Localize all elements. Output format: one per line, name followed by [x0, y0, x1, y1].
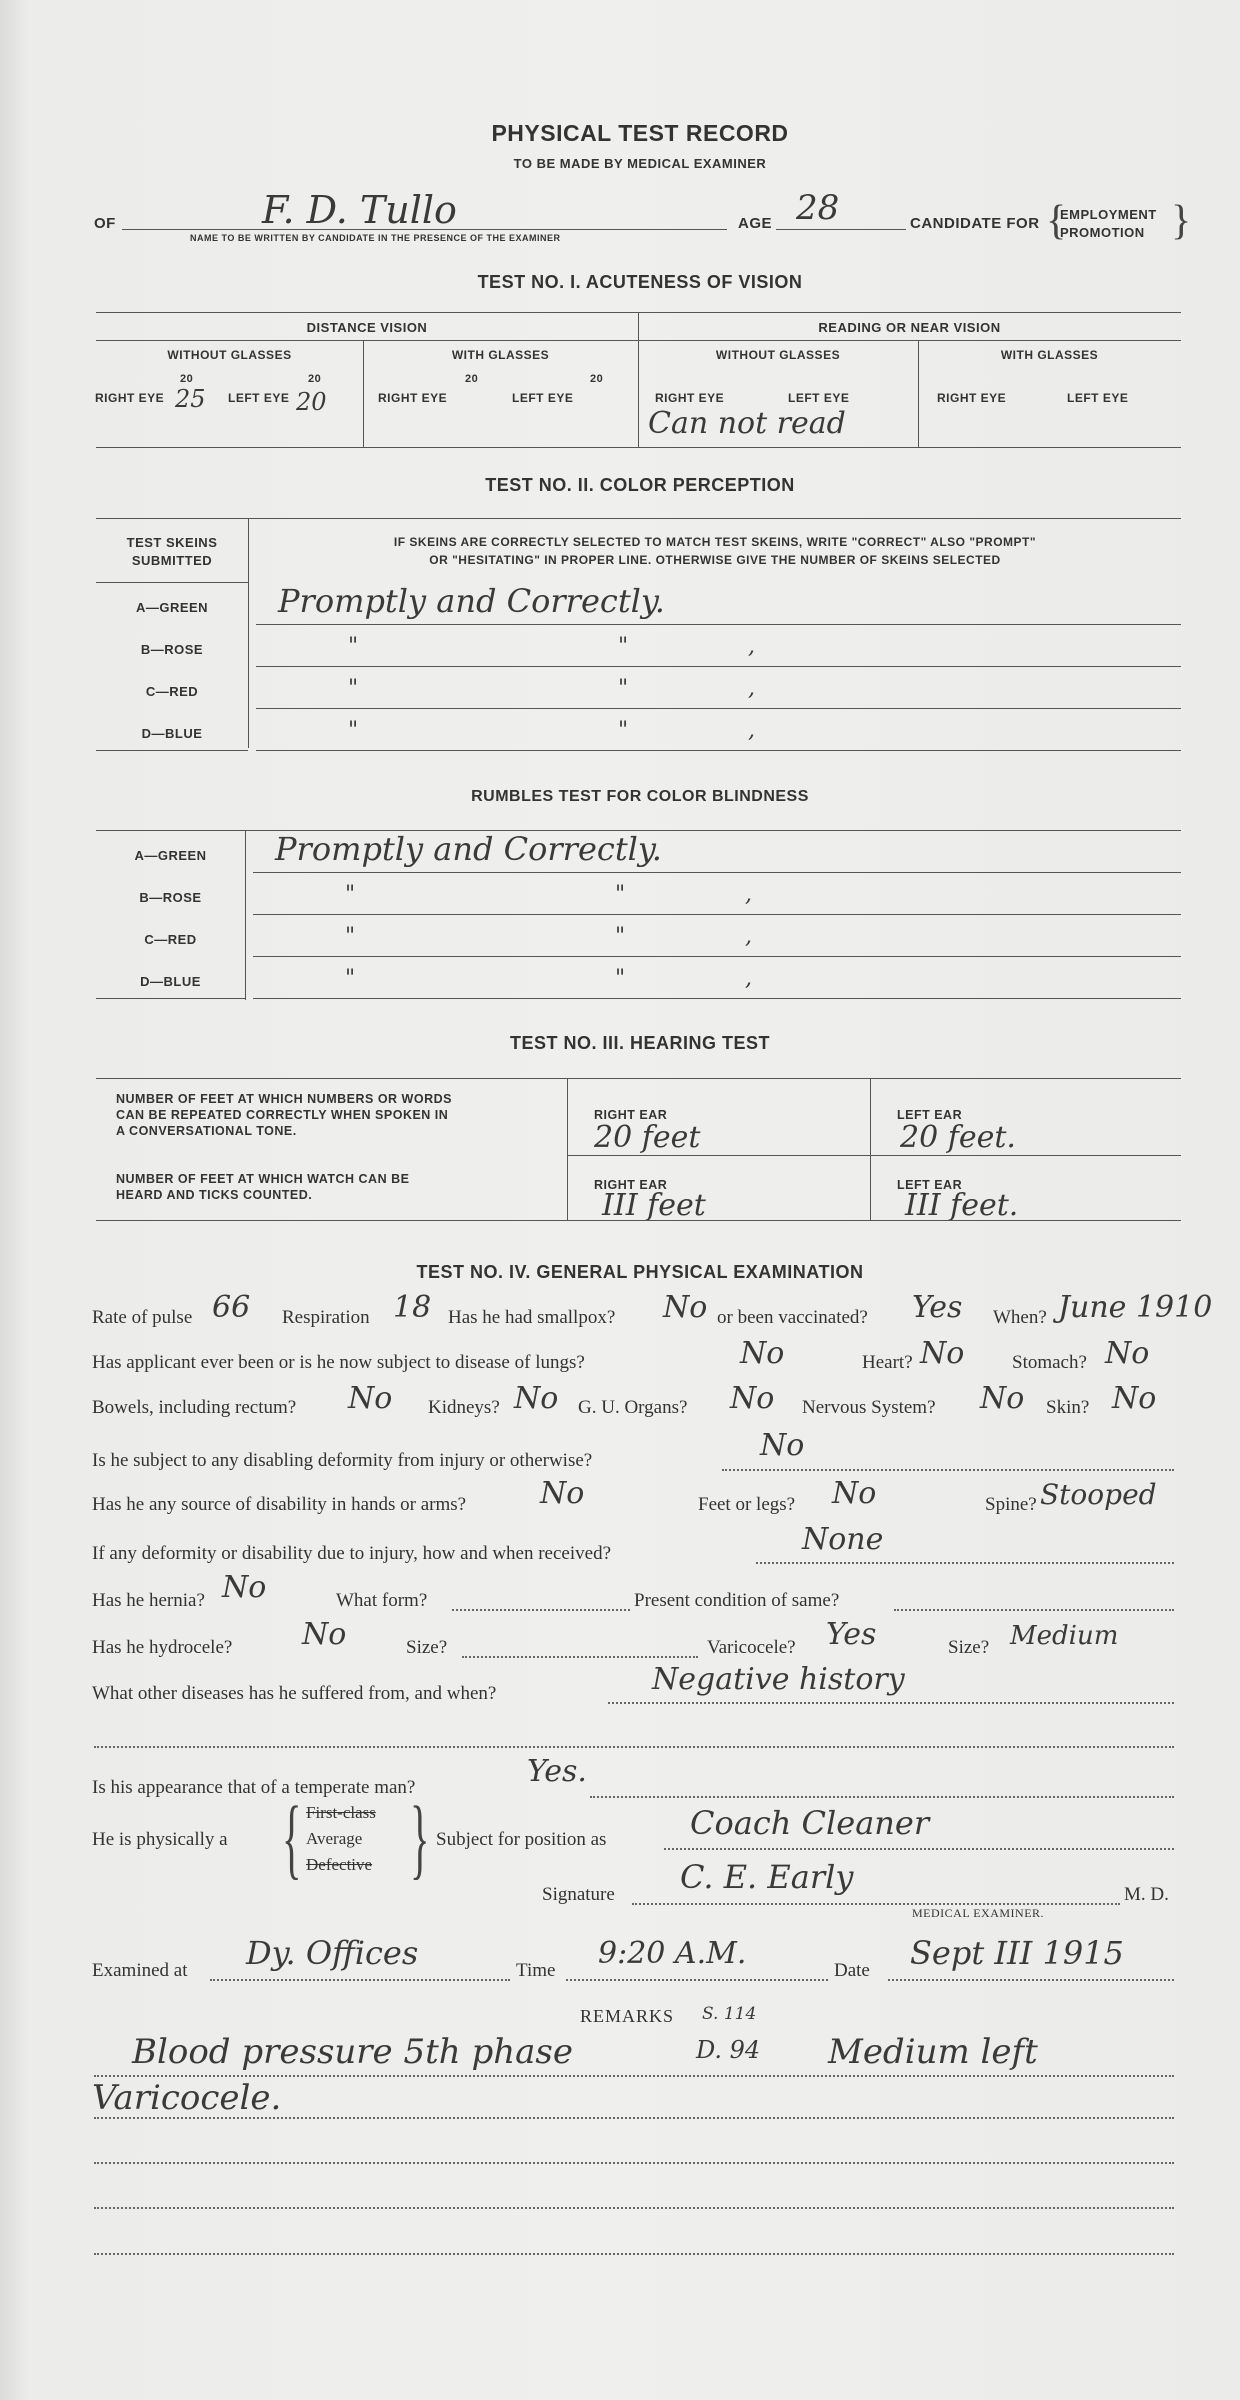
- remarks-dots-5: [94, 2253, 1174, 2255]
- injury-value: None: [802, 1522, 884, 1557]
- dist-wo-left-eye: LEFT EYE: [228, 391, 290, 405]
- kidneys-label: Kidneys?: [428, 1397, 500, 1418]
- age-label: AGE: [738, 215, 773, 232]
- rumbles-row-ditto: ,: [745, 924, 752, 949]
- of-label: OF: [94, 215, 116, 232]
- signature-value: C. E. Early: [680, 1858, 854, 1896]
- other-diseases-value: Negative history: [652, 1662, 905, 1697]
- rumbles-col-divider: [245, 830, 246, 1000]
- lungs-value: No: [740, 1336, 785, 1371]
- when-value: June 1910: [1058, 1290, 1213, 1325]
- name-note: NAME TO BE WRITTEN BY CANDIDATE IN THE PRESENCE OF THE EXAMINER: [190, 233, 561, 243]
- vaccinated-label: or been vaccinated?: [717, 1307, 868, 1328]
- remarks-dots-4: [94, 2207, 1174, 2209]
- signature-dots: [632, 1903, 1120, 1905]
- heart-value: No: [920, 1336, 965, 1371]
- rumbles-row-ditto: ": [615, 966, 626, 991]
- rumbles-row-label: D—BLUE: [140, 974, 201, 989]
- color-row-ditto: ,: [748, 718, 755, 743]
- subject-position-label: Subject for position as: [436, 1829, 607, 1850]
- rumbles-row-ditto: ,: [745, 882, 752, 907]
- phys-brace-right: }: [410, 1789, 430, 1888]
- color-row-label: B—ROSE: [140, 642, 204, 657]
- feet-legs-label: Feet or legs?: [698, 1494, 796, 1515]
- stomach-value: No: [1105, 1336, 1150, 1371]
- distance-vision-label: DISTANCE VISION: [306, 320, 428, 335]
- hearing-q1-l3: A CONVERSATIONAL TONE.: [116, 1124, 297, 1138]
- injury-label: If any deformity or disability due to injury, how and when received?: [92, 1543, 612, 1564]
- temperate-dots: [590, 1796, 1174, 1798]
- nervous-value: No: [980, 1381, 1025, 1416]
- deformity-label: Is he subject to any disabling deformity from injury or otherwise?: [92, 1450, 593, 1471]
- hydrocele-value: No: [302, 1617, 347, 1652]
- respiration-value: 18: [393, 1290, 432, 1325]
- dist-without-label: WITHOUT GLASSES: [167, 348, 292, 362]
- candidate-for-label: CANDIDATE FOR: [910, 215, 1040, 232]
- dist-wo-right-value: 25: [175, 385, 206, 413]
- dist-wo-left-20: 20: [308, 373, 322, 385]
- remarks-title: REMARKS: [580, 2006, 675, 2026]
- time-dots: [566, 1979, 828, 1981]
- near-w-right-eye: RIGHT EYE: [937, 391, 1007, 405]
- date-label: Date: [834, 1960, 870, 1981]
- varicocele-size-label: Size?: [948, 1637, 990, 1658]
- color-row-label: A—GREEN: [135, 600, 209, 615]
- rumbles-row-rule: [253, 956, 1181, 957]
- hydrocele-size-dots: [462, 1656, 698, 1658]
- hernia-form-label: What form?: [336, 1590, 428, 1611]
- other-diseases-label: What other diseases has he suffered from, and when?: [92, 1683, 497, 1704]
- phys-average: Average: [306, 1829, 363, 1848]
- brace-right: }: [1171, 198, 1192, 244]
- rumbles-title: RUMBLES TEST FOR COLOR BLINDNESS: [471, 788, 809, 805]
- remarks-dots-1: [94, 2075, 1174, 2077]
- temperate-label: Is his appearance that of a temperate man?: [92, 1777, 416, 1798]
- rumbles-row-label: B—ROSE: [139, 890, 202, 905]
- color-row-ditto: ": [618, 718, 629, 743]
- medical-examiner-label: MEDICAL EXAMINER.: [912, 1906, 1045, 1920]
- dist-wo-right-20: 20: [180, 373, 194, 385]
- dist-w-left-20: 20: [590, 373, 604, 385]
- respiration-label: Respiration: [282, 1307, 370, 1328]
- kidneys-value: No: [514, 1381, 559, 1416]
- remarks-bp-s: S. 114: [702, 2004, 757, 2024]
- hearing-l2: III feet.: [905, 1188, 1019, 1223]
- other-diseases-dots-2: [94, 1746, 1174, 1748]
- near-wo-value: Can not read: [648, 406, 846, 441]
- color-instr-2: OR "HESITATING" IN PROPER LINE. OTHERWISE GIVE THE NUMBER OF SKEINS SELECTED: [429, 553, 1001, 567]
- hydrocele-size-label: Size?: [406, 1637, 448, 1658]
- hearing-right-ear-2: RIGHT EAR: [594, 1178, 668, 1192]
- dist-wo-left-value: 20: [296, 388, 327, 416]
- candidate-employment: EMPLOYMENT: [1060, 207, 1157, 222]
- when-label: When?: [993, 1307, 1047, 1328]
- remarks-bp-d: D. 94: [696, 2036, 761, 2064]
- rumbles-row-ditto: ": [615, 924, 626, 949]
- position-dots: [664, 1848, 1174, 1850]
- bowels-label: Bowels, including rectum?: [92, 1397, 297, 1418]
- feet-legs-value: No: [832, 1476, 877, 1511]
- color-row-label: D—BLUE: [141, 726, 203, 741]
- remarks-line-2: Varicocele.: [92, 2078, 282, 2118]
- other-diseases-dots: [608, 1702, 1174, 1704]
- deformity-value: No: [760, 1428, 805, 1463]
- vision-mid-rule: [96, 340, 1181, 341]
- spine-label: Spine?: [985, 1494, 1037, 1515]
- vision-divider-main: [638, 312, 639, 447]
- hearing-r1: 20 feet: [594, 1120, 701, 1155]
- brace-left: {: [1046, 198, 1067, 244]
- form-subtitle: TO BE MADE BY MEDICAL EXAMINER: [513, 156, 767, 171]
- bowels-value: No: [348, 1381, 393, 1416]
- color-row-ditto: ": [348, 634, 359, 659]
- rumbles-row-answer: Promptly and Correctly.: [275, 830, 662, 868]
- time-value: 9:20 A.M.: [598, 1936, 747, 1971]
- color-row-label: C—RED: [145, 684, 199, 699]
- dist-wo-right-eye: RIGHT EYE: [95, 391, 165, 405]
- rumbles-row-label: A—GREEN: [134, 848, 207, 863]
- near-with-label: WITH GLASSES: [1000, 348, 1099, 362]
- candidate-name: F. D. Tullo: [262, 188, 457, 232]
- rumbles-row-rule: [253, 998, 1181, 999]
- hernia-form-dots: [452, 1609, 630, 1611]
- varicocele-value: Yes: [826, 1617, 877, 1652]
- color-row-ditto: ": [618, 634, 629, 659]
- hearing-q2-l2: HEARD AND TICKS COUNTED.: [116, 1188, 313, 1202]
- hearing-q1-l2: CAN BE REPEATED CORRECTLY WHEN SPOKEN IN: [116, 1108, 449, 1122]
- color-row-ditto: ": [348, 676, 359, 701]
- hearing-mid-rule: [567, 1155, 1181, 1156]
- near-w-left-eye: LEFT EYE: [1067, 391, 1129, 405]
- near-wo-left-eye: LEFT EYE: [788, 391, 850, 405]
- color-row-ditto: ,: [748, 676, 755, 701]
- hands-value: No: [540, 1476, 585, 1511]
- phys-brace-left: {: [282, 1789, 302, 1888]
- hearing-divider-a: [567, 1078, 568, 1220]
- varicocele-size-value: Medium: [1010, 1621, 1119, 1651]
- gu-organs-label: G. U. Organs?: [578, 1397, 688, 1418]
- color-instr-1: IF SKEINS ARE CORRECTLY SELECTED TO MATCH TEST SKEINS, WRITE "CORRECT" ALSO "PROMPT": [393, 535, 1037, 549]
- deformity-dots: [722, 1469, 1174, 1471]
- hearing-l1: 20 feet.: [900, 1120, 1016, 1155]
- color-row-rule: [256, 750, 1181, 751]
- phys-first-class: First-class: [306, 1803, 376, 1822]
- skin-value: No: [1112, 1381, 1157, 1416]
- md-label: M. D.: [1124, 1884, 1169, 1905]
- age-value: 28: [796, 188, 840, 228]
- hearing-left-ear-1: LEFT EAR: [897, 1108, 963, 1122]
- smallpox-value: No: [663, 1290, 708, 1325]
- color-row-ditto: ": [348, 718, 359, 743]
- hernia-condition-dots: [894, 1609, 1174, 1611]
- time-label: Time: [516, 1960, 556, 1981]
- color-row-answer: Promptly and Correctly.: [278, 582, 665, 620]
- color-col-divider: [248, 518, 249, 748]
- vaccinated-value: Yes: [912, 1290, 963, 1325]
- rumbles-row-ditto: ": [345, 966, 356, 991]
- heart-label: Heart?: [862, 1352, 913, 1373]
- varicocele-label: Varicocele?: [707, 1637, 796, 1658]
- smallpox-label: Has he had smallpox?: [448, 1307, 616, 1328]
- date-value: Sept III 1915: [910, 1934, 1124, 1972]
- hernia-value: No: [222, 1570, 267, 1605]
- form-title: PHYSICAL TEST RECORD: [491, 120, 789, 146]
- hydrocele-label: Has he hydrocele?: [92, 1637, 233, 1658]
- gu-organs-value: No: [730, 1381, 775, 1416]
- hearing-divider-b: [870, 1078, 871, 1220]
- spine-value: Stooped: [1040, 1478, 1157, 1511]
- hearing-top-rule: [96, 1078, 1181, 1079]
- rumbles-row-label: C—RED: [144, 932, 197, 947]
- remarks-line-1b: Medium left: [828, 2032, 1038, 2072]
- physically-label: He is physically a: [92, 1829, 228, 1850]
- color-top-rule: [96, 518, 1181, 519]
- dist-w-right-20: 20: [465, 373, 479, 385]
- vision-title: TEST NO. I. ACUTENESS OF VISION: [477, 272, 803, 292]
- position-value: Coach Cleaner: [690, 1804, 930, 1842]
- phys-defective: Defective: [306, 1855, 373, 1874]
- temperate-value: Yes.: [527, 1754, 587, 1789]
- color-bottom-rule: [96, 750, 248, 751]
- dist-w-right-eye: RIGHT EYE: [378, 391, 448, 405]
- color-row-rule: [256, 666, 1181, 667]
- hearing-q1-l1: NUMBER OF FEET AT WHICH NUMBERS OR WORDS: [116, 1092, 452, 1106]
- color-row-ditto: ,: [748, 634, 755, 659]
- reading-vision-label: READING OR NEAR VISION: [818, 320, 1001, 335]
- nervous-label: Nervous System?: [802, 1397, 936, 1418]
- rumbles-row-ditto: ": [345, 924, 356, 949]
- hearing-left-ear-2: LEFT EAR: [897, 1178, 963, 1192]
- pulse-value: 66: [212, 1290, 251, 1325]
- pulse-label: Rate of pulse: [92, 1307, 193, 1328]
- dist-with-label: WITH GLASSES: [451, 348, 550, 362]
- examined-at-value: Dy. Offices: [246, 1934, 419, 1972]
- rumbles-row-ditto: ": [615, 882, 626, 907]
- injury-dots: [756, 1562, 1174, 1564]
- color-row-rule: [256, 624, 1181, 625]
- dist-w-left-eye: LEFT EYE: [512, 391, 574, 405]
- skin-label: Skin?: [1046, 1397, 1090, 1418]
- color-title: TEST NO. II. COLOR PERCEPTION: [485, 475, 795, 495]
- rumbles-row-ditto: ,: [745, 966, 752, 991]
- rumbles-row-rule: [253, 914, 1181, 915]
- hearing-bottom-rule: [96, 1220, 1181, 1221]
- exam-title: TEST NO. IV. GENERAL PHYSICAL EXAMINATION: [416, 1262, 864, 1282]
- rumbles-bottom-rule: [96, 998, 245, 999]
- age-line: [776, 229, 906, 230]
- examined-at-dots: [210, 1979, 510, 1981]
- stomach-label: Stomach?: [1012, 1352, 1087, 1373]
- rumbles-row-rule: [253, 872, 1181, 873]
- near-without-label: WITHOUT GLASSES: [715, 348, 841, 362]
- examined-at-label: Examined at: [92, 1960, 188, 1981]
- rumbles-row-ditto: ": [345, 882, 356, 907]
- skeins-label-2: SUBMITTED: [131, 553, 213, 568]
- lungs-label: Has applicant ever been or is he now subject to disease of lungs?: [92, 1352, 585, 1373]
- hearing-title: TEST NO. III. HEARING TEST: [509, 1033, 771, 1053]
- hernia-condition-label: Present condition of same?: [634, 1590, 840, 1611]
- color-head-rule: [96, 582, 248, 583]
- skeins-label-1: TEST SKEINS: [126, 535, 218, 550]
- remarks-line-1: Blood pressure 5th phase: [132, 2032, 573, 2072]
- signature-label: Signature: [542, 1884, 615, 1905]
- candidate-promotion: PROMOTION: [1060, 225, 1145, 240]
- date-dots: [888, 1979, 1174, 1981]
- near-wo-right-eye: RIGHT EYE: [655, 391, 725, 405]
- hands-label: Has he any source of disability in hands or arms?: [92, 1494, 467, 1515]
- remarks-dots-2: [94, 2117, 1174, 2119]
- vision-bottom-rule: [96, 447, 1181, 448]
- remarks-dots-3: [94, 2162, 1174, 2164]
- hearing-right-ear-1: RIGHT EAR: [594, 1108, 668, 1122]
- color-row-rule: [256, 708, 1181, 709]
- hearing-r2: III feet: [602, 1188, 706, 1223]
- hearing-q2-l1: NUMBER OF FEET AT WHICH WATCH CAN BE: [116, 1172, 410, 1186]
- color-row-ditto: ": [618, 676, 629, 701]
- hernia-label: Has he hernia?: [92, 1590, 205, 1611]
